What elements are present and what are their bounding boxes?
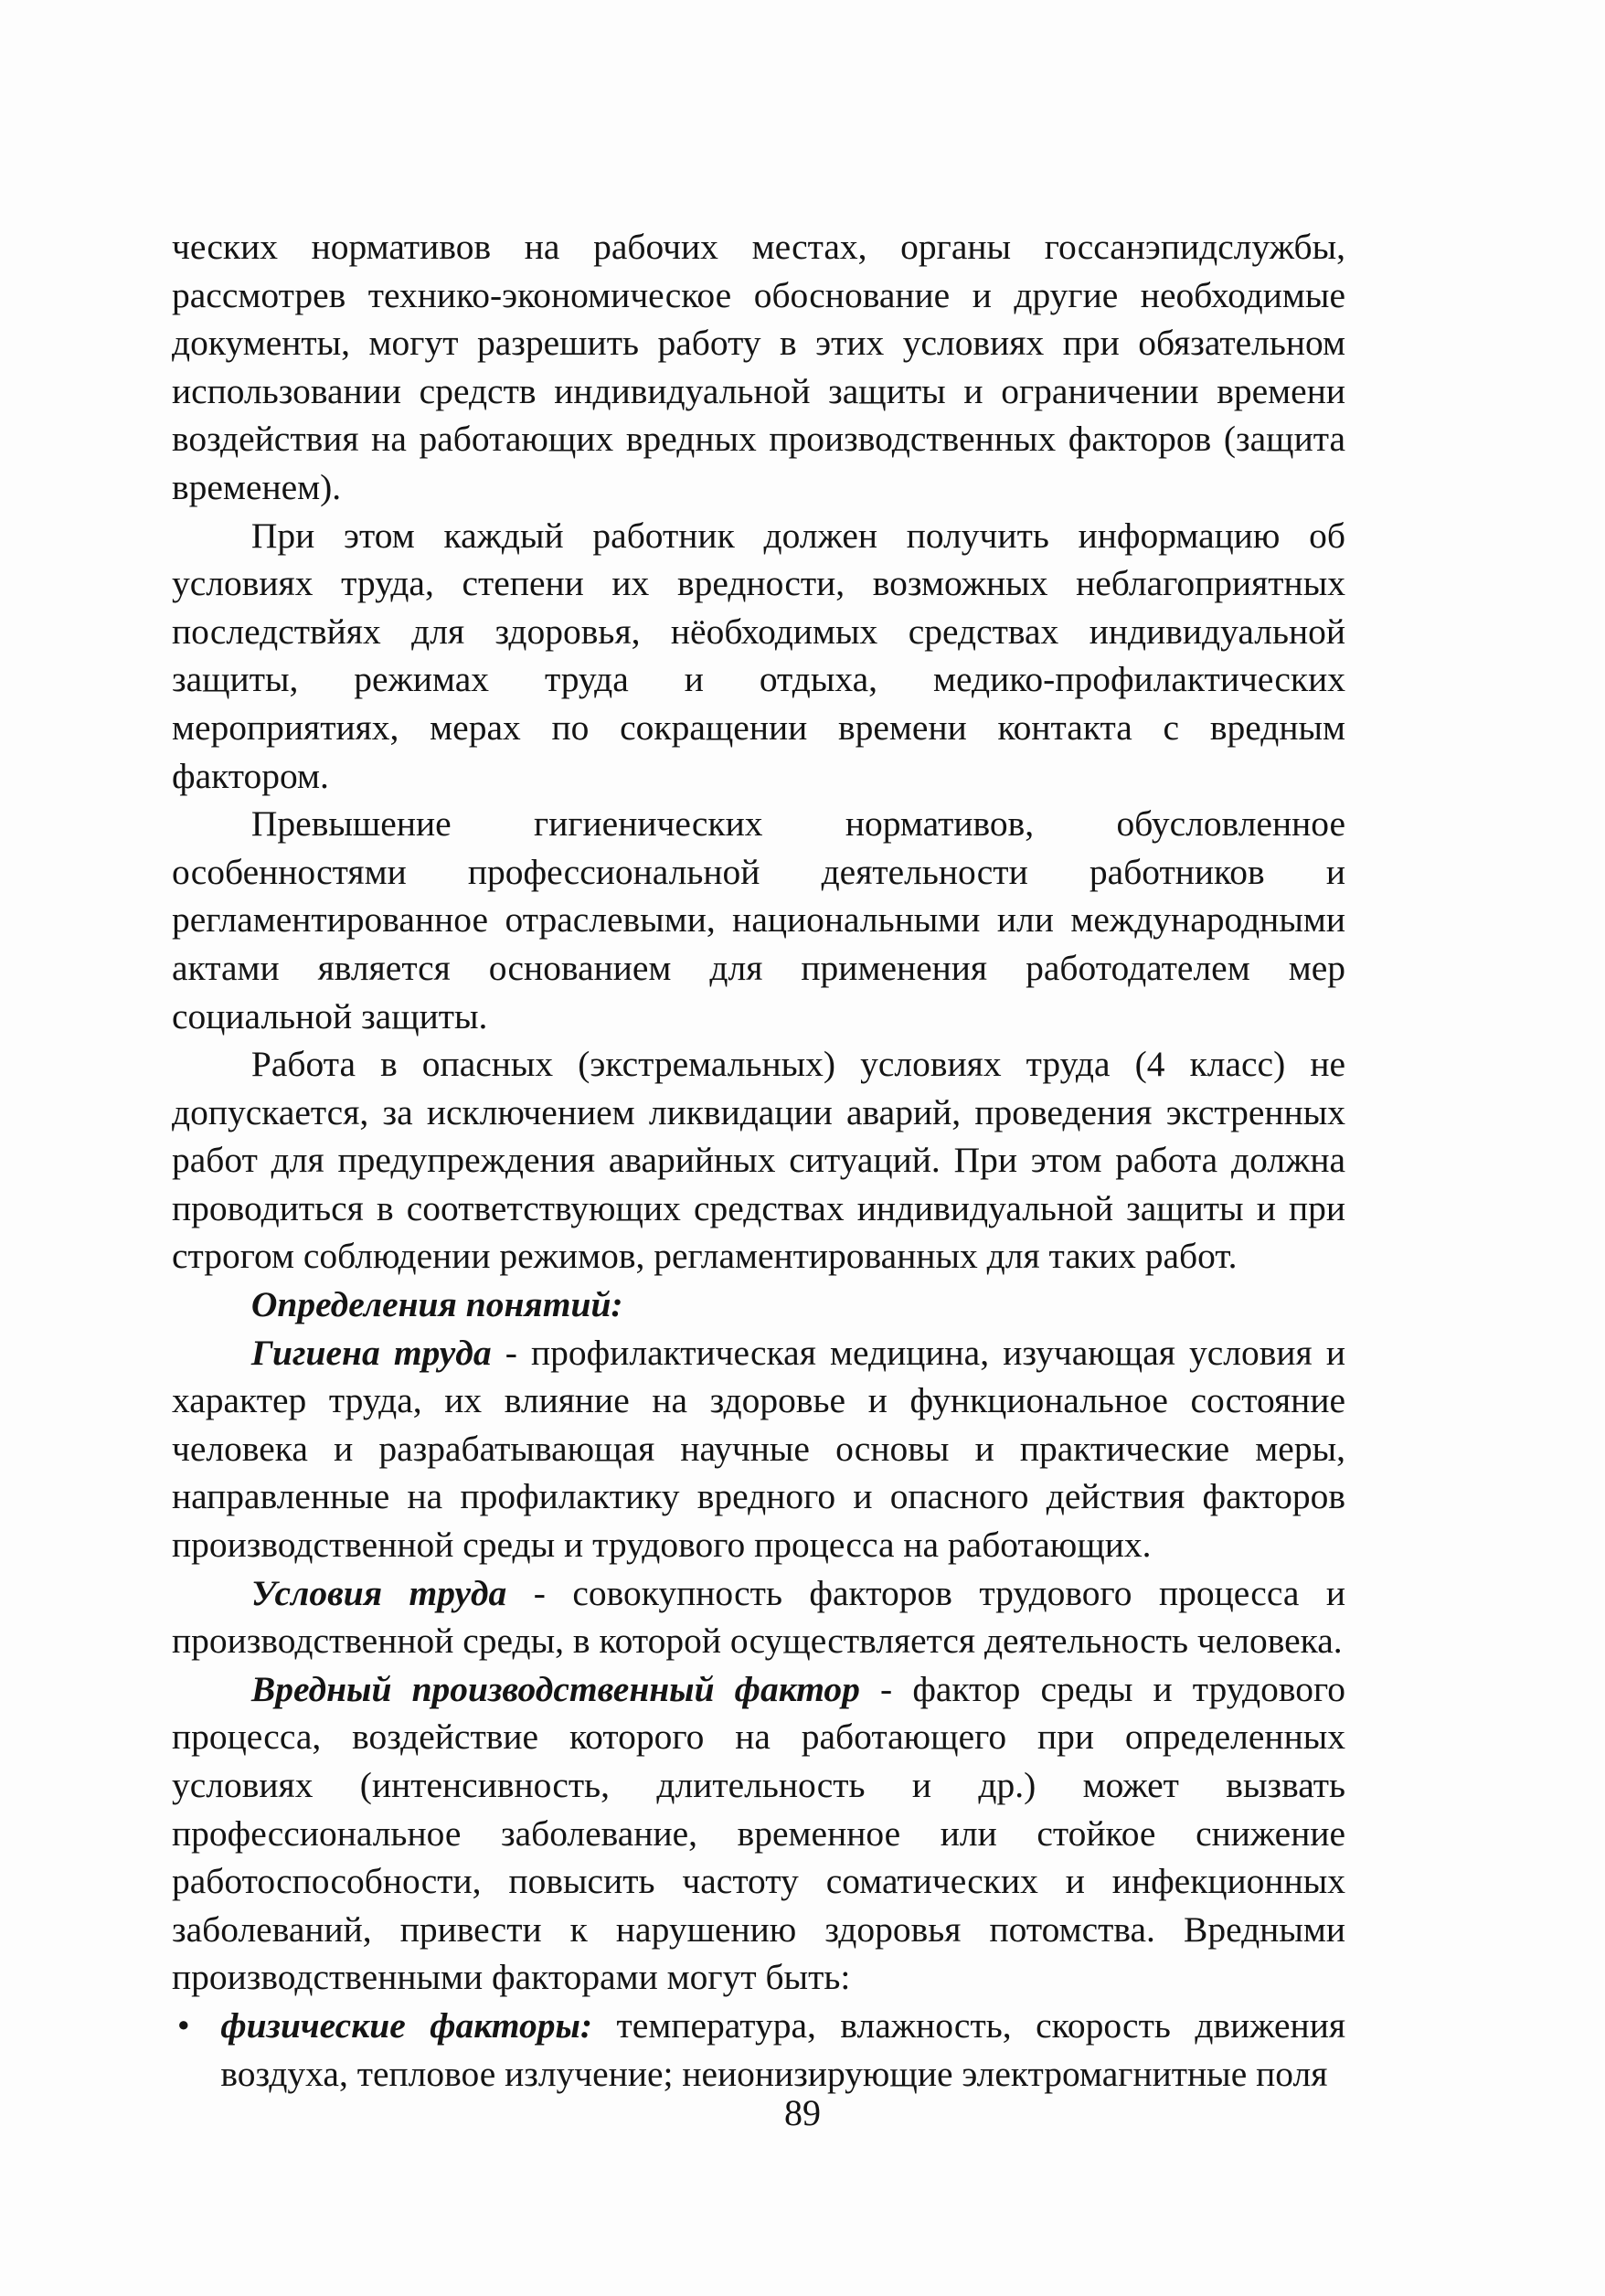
bullet-icon: • xyxy=(176,2004,190,2046)
definition-harmful-factor xyxy=(172,1665,1345,2002)
definition-working-conditions xyxy=(172,1569,1345,1665)
definition-labor-hygiene-text: - профилактическая медицина, изучающая условия и характер труда, их влияние на здоровье и функциональное состояние человека и разрабатывающая научные основы и практические меры, направленные на профилактику вредного и опасного действия факторов производственной среды и трудового процесса на работающих. xyxy=(172,1332,1345,1566)
page-body xyxy=(172,223,1345,2098)
term-working-conditions: Условия труда xyxy=(250,1572,507,1613)
definition-labor-hygiene xyxy=(172,1329,1345,1569)
paragraph-worker-information: При этом каждый работник должен получить информацию об условиях труда, степени их вредности, возможных неблагоприятных последствйях для здоровья, нёобходимых средствах индивидуальной защиты, режимах труда и отдыха, медико-профилактических мероприятиях, мерах по сокращении времени контакта с вредным фактором. xyxy=(172,515,1345,796)
term-labor-hygiene: Гигиена труда xyxy=(250,1332,492,1373)
definitions-heading: Определения понятий: xyxy=(250,1284,623,1325)
definition-harmful-factor-text: - фактор среды и трудового процесса, воздействие которого на работающего при определенных условиях (интенсивность, длительность и др.) может вызвать профессиональное заболевание, временное или стойкое снижение работоспособности, повысить частоту соматических и инфекционных заболеваний, привести к нарушению здоровья потомства. Вредными производственными факторами могут быть: xyxy=(172,1668,1345,1998)
page-number: 89 xyxy=(784,2092,821,2133)
harmful-factors-list xyxy=(172,2002,1345,2098)
list-item xyxy=(172,2002,1345,2098)
bullet-text-physical-factors: температура, влажность, скорость движения воздуха, тепловое излучение; неионизирующие электромагнитные поля xyxy=(220,2004,1346,2094)
definitions-heading-line xyxy=(172,1281,1345,1329)
paragraph-dangerous-conditions: Работа в опасных (экстремальных) условиях труда (4 класс) не допускается, за исключением ликвидации аварий, проведения экстренных работ для предупреждения аварийных ситуаций. При этом работа должна проводиться в соответствующих средствах индивидуальной защиты и при строгом соблюдении режимов, регламентированных для таких работ. xyxy=(172,1044,1345,1277)
term-harmful-factor: Вредный производственный фактор xyxy=(250,1668,860,1709)
definition-working-conditions-text: - совокупность факторов трудового процесса и производственной среды, в которой осуществляется деятельность человека. xyxy=(172,1572,1345,1662)
bullet-term-physical-factors: физические факторы: xyxy=(220,2004,593,2046)
paragraph-norm-excess: Превышение гигиенических нормативов, обусловленное особенностями профессиональной деятельности работников и регламентированное отраслевыми, национальными или международными актами является основанием для применения работодателем мер социальной защиты. xyxy=(172,803,1345,1036)
paragraph-continuation: ческих нормативов на рабочих местах, органы госсанэпидслужбы, рассмотрев технико-экономическое обоснование и другие необходимые документы, могут разрешить работу в этих условиях при обязательном использовании средств индивидуальной защиты и ограничении времени воздействия на работающих вредных производственных факторов (защита временем). xyxy=(172,227,1345,507)
